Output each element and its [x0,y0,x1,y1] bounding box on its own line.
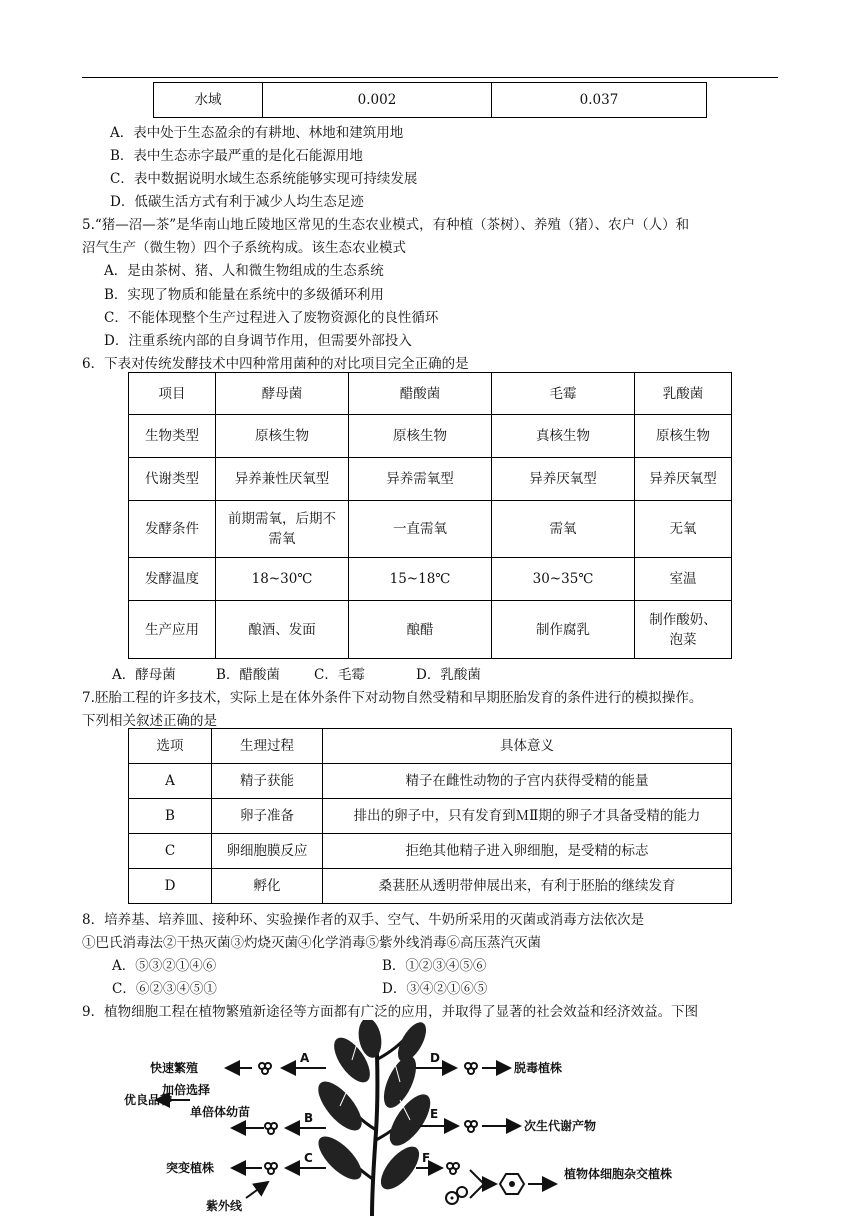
table-header-cell: 生理过程 [212,729,323,764]
table-header-cell: 具体意义 [323,729,732,764]
protoplast-fusion-icon [446,1187,467,1204]
callus-cluster-icon [465,1121,477,1132]
table-cell: 15~18℃ [349,558,492,601]
diagram-label: 突变植株 [166,1161,215,1175]
table-cell: 酿醋 [349,601,492,659]
table-cell: 精子在雌性动物的子宫内获得受精的能量 [323,764,732,799]
table-cell: 异养厌氧型 [635,458,732,501]
table-header-cell: 酵母菌 [216,373,349,415]
q4-option-a: A．表中处于生态盈余的有耕地、林地和建筑用地 [110,125,404,141]
plant-illustration [311,1020,438,1216]
q8-stem-line1: 8．培养基、培养皿、接种环、实验操作者的双手、空气、牛奶所采用的灭菌或消毒方法依次是 [82,912,645,928]
table-row [129,764,732,799]
table-cell: 异养厌氧型 [492,458,635,501]
q4-option-d: D．低碳生活方式有利于减少人均生态足迹 [110,194,364,210]
callus-cluster-icon [447,1163,459,1174]
q5-stem-line2: 沼气生产（微生物）四个子系统构成。该生态农业模式 [82,240,406,256]
table-cell: 室温 [635,558,732,601]
callus-cluster-icon [259,1063,271,1074]
table-cell: 前期需氧，后期不需氧 [216,501,349,558]
q9-stem: 9．植物细胞工程在植物繁殖新途径等方面都有广泛的应用，并取得了显著的社会效益和经济效益。下图 [82,1004,699,1020]
table-cell: 制作酸奶、泡菜 [635,601,732,659]
q4-option-c: C．表中数据说明水域生态系统能够实现可持续发展 [110,171,418,187]
table-row [129,601,732,659]
table-header-cell: 项目 [129,373,216,415]
q5-option-a: A．是由茶树、猪、人和微生物组成的生态系统 [104,263,384,279]
q6-table [128,372,732,659]
arrow-letter: D [430,1051,440,1065]
table-row [129,558,732,601]
table-cell: 制作腐乳 [492,601,635,659]
table-cell: 桑葚胚从透明带伸展出来，有利于胚胎的继续发育 [323,869,732,904]
table-cell: 原核生物 [349,415,492,458]
diagram-label: 脱毒植株 [514,1061,563,1075]
table-cell: 水域 [154,83,263,118]
q6-option-a: A．酵母菌 [112,667,176,683]
table-cell: 排出的卵子中，只有发育到ＭⅡ期的卵子才具备受精的能力 [323,799,732,834]
q8-option-b: B．①②③④⑤⑥ [382,958,487,974]
arrow-letter: C [304,1151,313,1165]
table-cell: 一直需氧 [349,501,492,558]
q8-option-a: A．⑤③②①④⑥ [112,958,217,974]
table-cell: 代谢类型 [129,458,216,501]
table-header-cell: 选项 [129,729,212,764]
arrow-letter: B [304,1111,314,1125]
table-cell: 30~35℃ [492,558,635,601]
table-header-cell: 毛霉 [492,373,635,415]
table-cell: 酿酒、发面 [216,601,349,659]
diagram-label: 单倍体幼苗 [190,1105,251,1119]
arrow-letter: F [422,1151,431,1165]
table-cell: 卵子准备 [212,799,323,834]
plant-cell-engineering-diagram [0,1020,860,1216]
q4-option-b: B．表中生态赤字最严重的是化石能源用地 [110,148,363,164]
callus-cluster-icon [265,1123,277,1134]
q7-table [128,728,732,904]
table-header-cell: 醋酸菌 [349,373,492,415]
table-cell: A [129,764,212,799]
diagram-label: 快速繁殖 [150,1061,199,1075]
q7-stem-line2: 下列相关叙述正确的是 [82,713,217,729]
table-cell: 真核生物 [492,415,635,458]
q6-option-d: D．乳酸菌 [416,667,481,683]
hybrid-cell-icon [500,1174,524,1194]
table-cell: 无氧 [635,501,732,558]
table-cell: B [129,799,212,834]
table-cell: 18~30℃ [216,558,349,601]
header-rule [82,77,778,78]
table-cell: 精子获能 [212,764,323,799]
table-row [129,834,732,869]
table-cell: 异养兼性厌氧型 [216,458,349,501]
diagram-label: 加倍选择 [162,1083,211,1097]
diagram-label: 次生代谢产物 [524,1119,597,1133]
table-header-cell: 乳酸菌 [635,373,732,415]
table-cell: 0.002 [263,83,492,118]
q5-option-d: D．注重系统内部的自身调节作用，但需要外部投入 [104,333,412,349]
arrow-letter: A [300,1051,310,1065]
q5-option-b: B．实现了物质和能量在系统中的多级循环利用 [104,287,384,303]
table-row [129,869,732,904]
q8-option-d: D．③④②①⑥⑤ [382,981,488,997]
table-cell: 生产应用 [129,601,216,659]
callus-cluster-icon [265,1163,277,1174]
table-cell: 发酵温度 [129,558,216,601]
diagram-label: 优良品种 [124,1093,173,1107]
q6-option-b: B．醋酸菌 [216,667,280,683]
diagram-label: 紫外线 [206,1199,243,1213]
arrow-letter: E [430,1107,439,1121]
table-cell: D [129,869,212,904]
table-cell: 发酵条件 [129,501,216,558]
table-row [129,458,732,501]
table-cell: 异养需氧型 [349,458,492,501]
q6-option-c: C．毛霉 [314,667,365,683]
q5-option-c: C．不能体现整个生产过程进入了废物资源化的良性循环 [104,310,439,326]
q5-stem-line1: 5.“猪—沼—茶”是华南山地丘陵地区常见的生态农业模式，有种植（茶树）、养殖（猪）、农户（人）和 [82,217,690,233]
callus-cluster-icon [465,1063,477,1074]
table-row [129,799,732,834]
table-cell: C [129,834,212,869]
table-cell: 生物类型 [129,415,216,458]
table-cell: 原核生物 [216,415,349,458]
q7-stem-line1: 7.胚胎工程的许多技术，实际上是在体外条件下对动物自然受精和早期胚胎发育的条件进行的模拟操作。 [82,690,703,706]
table-cell: 0.037 [492,83,707,118]
table-cell: 孵化 [212,869,323,904]
table-row [129,415,732,458]
table-row [129,501,732,558]
table-cell: 需氧 [492,501,635,558]
footprint-table-tail [153,82,707,118]
table-cell: 原核生物 [635,415,732,458]
q6-stem: 6．下表对传统发酵技术中四种常用菌种的对比项目完全正确的是 [82,356,469,372]
diagram-label: 植物体细胞杂交植株 [564,1167,673,1181]
table-cell: 卵细胞膜反应 [212,834,323,869]
q8-option-c: C．⑥②③④⑤① [112,981,217,997]
table-cell: 拒绝其他精子进入卵细胞，是受精的标志 [323,834,732,869]
q8-stem-line2: ①巴氏消毒法②干热灭菌③灼烧灭菌④化学消毒⑤紫外线消毒⑥高压蒸汽灭菌 [82,935,541,951]
